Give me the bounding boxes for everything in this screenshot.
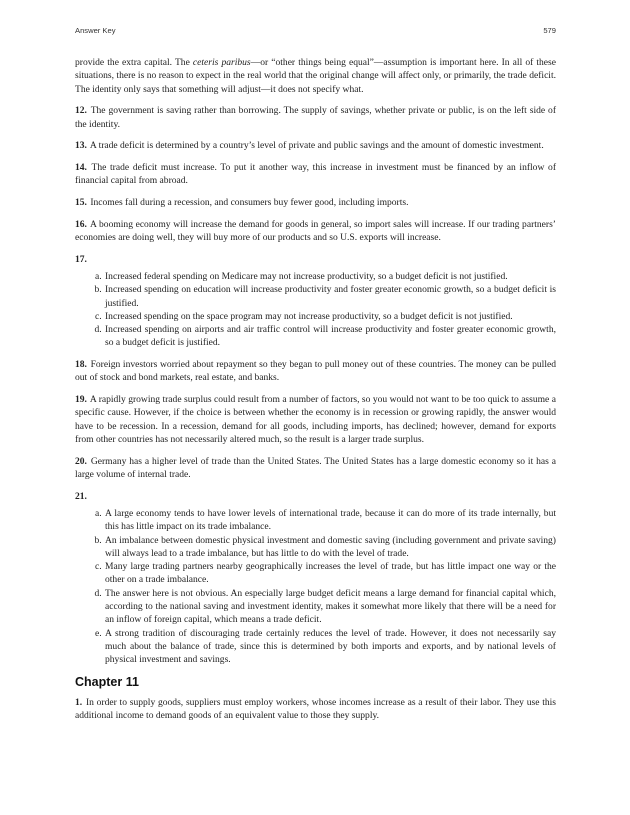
answer-number: 12. <box>75 105 87 117</box>
list-item: d. The answer here is not obvious. An especially large budget deficit means a large demand for financial capital which, according to the national saving and investment identity, makes it somewhat more likely that there will be a need for an inflow of foreign capital, which means a trade deficit. <box>104 587 556 627</box>
answer-number: 15. <box>75 196 87 208</box>
chapter-11-answer-1 <box>75 696 556 723</box>
page-header <box>75 26 556 35</box>
answer-number: 17. <box>75 253 87 265</box>
answer-number: 18. <box>75 359 87 371</box>
answer-20 <box>75 455 556 482</box>
answer-number: 16. <box>75 218 87 230</box>
answer-21-list <box>75 507 556 667</box>
answer-text: Incomes fall during a recession, and consumers buy fewer good, including imports. <box>90 196 409 208</box>
answer-number: 20. <box>75 455 87 467</box>
answer-number: 21. <box>75 490 87 502</box>
answer-12 <box>75 104 556 131</box>
answer-14 <box>75 161 556 188</box>
list-item: a. A large economy tends to have lower levels of international trade, because it can do more of its trade internally, but this has little impact on its trade imbalance. <box>104 507 556 534</box>
answer-text: The government is saving rather than borrowing. The supply of savings, whether private or public, is on the left side of the identity. <box>75 105 556 130</box>
list-item: e. A strong tradition of discouraging trade certainly reduces the level of trade. However, it does not necessarily say much about the balance of trade, since this is determined by both imports and exports, and by national levels of physical investment and savings. <box>104 627 556 667</box>
answer-17-list <box>75 270 556 350</box>
answer-21 <box>75 490 556 503</box>
answer-text: A rapidly growing trade surplus could result from a number of factors, so you would not want to be too quick to assume a specific cause. However, if the choice is between whether the economy is in recession or growing rapidly, the answer would have to be recession. In a recession, demand for all goods, including imports, has declined; however, demand for exports from other countries has not necessarily altered much, so the result is a larger trade surplus. <box>75 394 556 445</box>
answer-number: 13. <box>75 140 87 152</box>
answer-text: A trade deficit is determined by a country’s level of private and public savings and the amount of domestic investment. <box>89 140 544 152</box>
list-item: a. Increased federal spending on Medicare may not increase productivity, so a budget deficit is not justified. <box>104 270 556 283</box>
answer-15 <box>75 196 556 209</box>
list-item: b. Increased spending on education will increase productivity and foster greater economic growth, so a budget deficit is justified. <box>104 283 556 310</box>
list-item: c. Many large trading partners nearby geographically increases the level of trade, but has little impact one way or the other on a trade imbalance. <box>104 560 556 587</box>
intro-italic-term: ceteris paribus <box>192 57 251 68</box>
answer-text: The trade deficit must increase. To put it another way, this increase in investment must be financed by an inflow of financial capital from abroad. <box>75 161 557 187</box>
list-item: d. Increased spending on airports and air traffic control will increase productivity and foster greater economic growth, so a budget deficit is justified. <box>104 323 556 350</box>
answer-number: 19. <box>75 394 87 406</box>
answer-16 <box>75 218 556 245</box>
running-header: Answer Key <box>75 26 116 35</box>
intro-paragraph <box>75 56 556 96</box>
page-content <box>75 56 556 731</box>
page-number: 579 <box>543 26 556 35</box>
answer-text: A booming economy will increase the demand for goods in general, so import sales will increase. If our trading partners’ economies are doing well, they will buy more of our products and so U.S. exports will increase. <box>75 218 556 243</box>
intro-text-2: —or “other things being equal”—assumption is important here. In all of these situations, there is no reason to expect in the real world that the original change will affect only, or primarily, the trade deficit. The identity only says that something will adjust—it does not specify what. <box>75 57 556 95</box>
answer-number: 14. <box>75 161 87 173</box>
chapter-heading: Chapter 11 <box>75 675 139 690</box>
answer-18 <box>75 358 556 385</box>
answer-17 <box>75 253 556 266</box>
answer-text: In order to supply goods, suppliers must employ workers, whose incomes increase as a result of their labor. They use this additional income to demand goods of an equivalent value to those they supply. <box>75 696 556 722</box>
answer-number: 1. <box>75 696 83 708</box>
answer-text: Germany has a higher level of trade than the United States. The United States has a large domestic economy so it has a large volume of internal trade. <box>75 455 556 480</box>
list-item: b. An imbalance between domestic physical investment and domestic saving (including government and private saving) will always lead to a trade imbalance, but has little to do with the level of trade. <box>104 534 556 561</box>
list-item: c. Increased spending on the space program may not increase productivity, so a budget deficit is not justified. <box>104 310 556 323</box>
answer-text: Foreign investors worried about repayment so they began to pull money out of these countries. The money can be pulled out of stock and bond markets, real estate, and banks. <box>75 359 556 384</box>
answer-13 <box>75 139 556 152</box>
answer-19 <box>75 393 556 446</box>
intro-text-1: provide the extra capital. The <box>75 57 193 68</box>
